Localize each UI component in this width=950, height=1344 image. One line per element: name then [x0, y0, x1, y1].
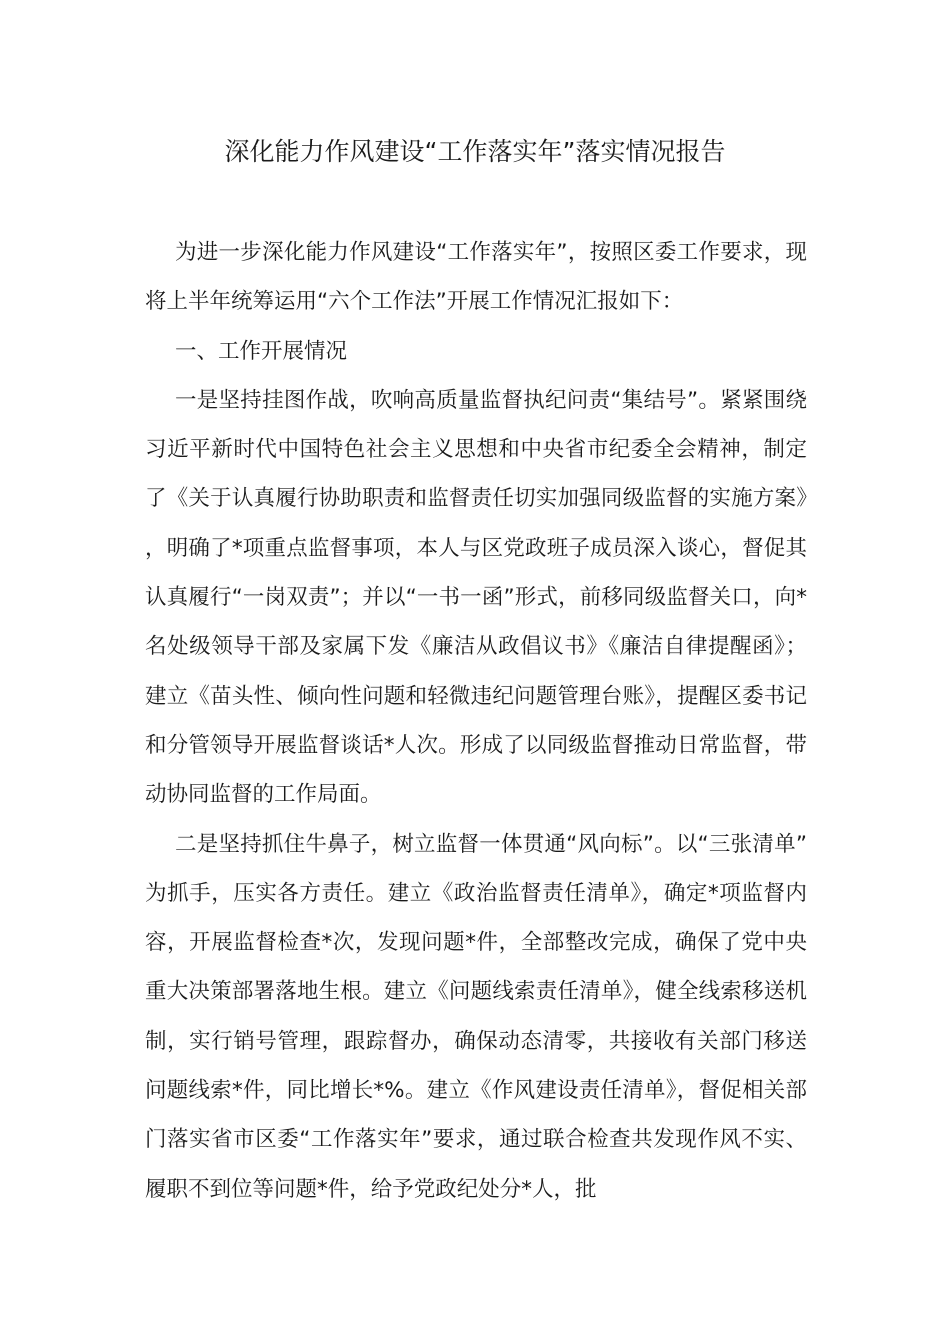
paragraph-one: 一是坚持挂图作战，吹响高质量监督执纪问责“集结号”。紧紧围绕习近平新时代中国特色社会主义思想和中央省市纪委全会精神，制定了《关于认真履行协助职责和监督责任切实加强同级监督的实施方案》，明确了*项重点监督事项，本人与区党政班子成员深入谈心，督促其认真履行“一岗双责”；并以“一书一函”形式，前移同级监督关口，向*名处级领导干部及家属下发《廉洁从政倡议书》《廉洁自律提醒函》；建立《苗头性、倾向性问题和轻微违纪问题管理台账》，提醒区委书记和分管领导开展监督谈话*人次。形成了以同级监督推动日常监督，带动协同监督的工作局面。 — [145, 387, 807, 808]
paragraph-two: 二是坚持抓住牛鼻子，树立监督一体贯通“风向标”。以“三张清单”为抓手，压实各方责任。建立《政治监督责任清单》，确定*项监督内容，开展监督检查*次，发现问题*件，全部整改完成，确保了党中央重大决策部署落地生根。建立《问题线索责任清单》，健全线索移送机制，实行销号管理，跟踪督办，确保动态清零，共接收有关部门移送问题线索*件，同比增长*%。建立《作风建设责任清单》，督促相关部门落实省市区委“工作落实年”要求，通过联合检查共发现作风不实、履职不到位等问题*件，给予党政纪处分*人，批 — [145, 831, 807, 1202]
document-title: 深化能力作风建设“工作落实年”落实情况报告 — [224, 137, 726, 166]
intro-paragraph: 为进一步深化能力作风建设“工作落实年”，按照区委工作要求，现将上半年统筹运用“六个工作法”开展工作情况汇报如下： — [145, 240, 807, 315]
section-heading: 一、工作开展情况 — [175, 338, 348, 364]
document-body — [145, 228, 807, 1214]
